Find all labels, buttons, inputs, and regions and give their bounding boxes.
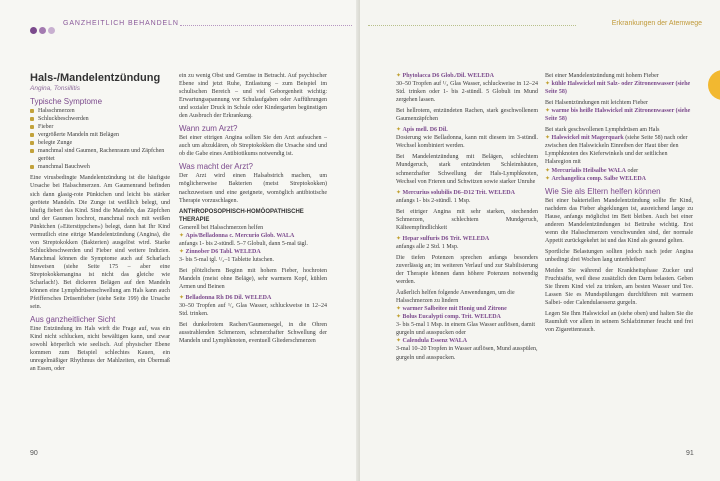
symptoms-heading: Typische Symptome	[30, 97, 103, 107]
paragraph: Äußerlich helfen folgende Anwendungen, um die Halsschmerzen zu lindern	[396, 290, 515, 305]
remedy-dose: 30–50 Tropfen auf ¹/₂ Glas Wasser, schluckweise in 12–24 Std. trinken oder 1- bis 2-stündl. 5 Globuli im Mund zergehen lassen.	[396, 81, 538, 104]
left-column-1	[30, 72, 170, 377]
chapter-label: Erkrankungen der Atemwege	[611, 20, 702, 27]
page-title: Hals-/Mandelentzündung	[30, 72, 161, 84]
remedy-dose: 3- bis 5-mal tgl. ¹/₂–1 Tablette lutschen.	[179, 256, 275, 263]
paragraph: Bei Halsentzündungen mit leichtem Fieber	[545, 100, 648, 107]
doctor-does-heading: Was macht der Arzt?	[179, 162, 253, 172]
section-dots	[30, 21, 57, 39]
dot-icon	[30, 27, 37, 34]
therapy-heading: ANTHROPOSOPHISCH-HOMÖOPATHISCHE THERAPIE	[179, 208, 304, 223]
parents-paragraph: Legen Sie Ihm Halswickel an (siehe oben) und halten Sie die Raumluft vor allem in seinem Schlafzimmer feucht und frei von Zigarettenrauch.	[545, 311, 693, 334]
bullet-icon: ✦	[396, 235, 403, 242]
remedy-name: Hepar sulfuris D6 Trit. WELEDA	[402, 235, 490, 242]
parents-paragraph: Bei einer bakteriellen Mandelentzündung sollte Ihr Kind, nachdem das Fieber abgeklungen ist, ausreichend lange zu Hause, anfangs möglichst im Bett bleiben. Auch bei einer anderen Mandelentzündungen ist Bettruhe wichtig. Erst wenn die Halsschmerzen verschwunden sind, der normale Appetit zurückgekehrt ist und das Kind als gesund gelten.	[545, 197, 693, 244]
remedy-name: Calendula Essenz WALA	[402, 338, 468, 345]
doctor-heading: Wann zum Arzt?	[179, 124, 238, 134]
dark-rachen-paragraph: Bei dunkelrotem Rachen/Gaumensegel, in die Ohren ausstrahlenden Schmerzen, schmerzhafter Schwellung der Mandeln und Lymphknoten, eventuell Gliederschmerzen	[179, 322, 327, 345]
header-rule	[180, 25, 352, 26]
bullet-icon: ✦	[545, 135, 552, 142]
header-rule	[368, 25, 576, 26]
bullet-icon: ✦	[396, 73, 403, 79]
bullet-icon: ✦	[179, 248, 186, 255]
wrap-name: kühle Halswickel mit Salz- oder Zitronenwasser (siehe Seite 58)	[545, 81, 691, 96]
symptom-item: manchmal Bauchweh	[30, 163, 170, 171]
bullet-icon: ✦	[545, 175, 552, 182]
wrap-name: Halswickel mit Magerquark	[551, 135, 624, 142]
paragraph: Bei hellrotem, entzündeten Rachen, stark geschwollenem Gaumenzäpfchen	[396, 108, 538, 123]
remedy-name: Phytolacca D6 Glob./Dil. WELEDA	[402, 73, 494, 79]
right-page	[360, 0, 720, 481]
bullet-icon: ✦	[396, 314, 403, 321]
col2-paragraph: ein zu wenig Obst und Gemüse in Betracht. Auf psychischer Ebene sind jetzt Ruhe, Entlastung – zum Beispiel im schulischen Bereich – und viel Geborgenheit wichtig: Erwartungsspannung vor Schulaufgaben oder Aufführungen und sozialer Druck in Schule oder Kindergarten begünstigen den Ausbruch der Erkrankung.	[179, 73, 327, 120]
symptom-item: belegte Zunge	[30, 139, 170, 147]
parents-paragraph: Sportliche Belastungen sollten jedoch nach jeder Angina unbedingt drei Wochen lang unterbleiben!	[545, 248, 693, 263]
remedy-dose: anfangs 1- bis 2-stündl. 5–7 Globuli, dann 5-mal tägl.	[179, 240, 308, 247]
left-column-2	[179, 72, 327, 348]
symptom-item: manchmal sind Gaumen, Rachenraum und Zäpfchen gerötet	[30, 147, 170, 163]
wrap-name: warme bis heiße Halswickel mit Zitronenwasser (siehe Seite 58)	[545, 108, 691, 123]
bullet-icon: ✦	[545, 167, 552, 174]
symptom-item: Schluckbeschwerden	[30, 115, 170, 123]
paragraph: Bei Mandelentzündung mit Belägen, schlechtem Mundgeruch, stark entzündeten Schleimhäuten, schmerzhafter Schwellung der Hals-Lymphknoten, Wechsel von Frieren und Schwitzen sowie starker Unruhe	[396, 154, 538, 185]
remedy-name: Belladonna Rh D6 Dil. WELEDA	[185, 294, 272, 301]
right-column-1	[396, 72, 538, 362]
paragraph: Bei einer Mandelentzündung mit hohem Fieber	[545, 73, 659, 79]
parents-paragraph: Meiden Sie während der Krankheitsphase Zucker und Fruchtsäfte, weil diese zusätzlich den Darm belasten. Geben Sie Ihrem Kind viel zu trinken, am besten Wasser und Tee. Lassen Sie es Mundspülungen durchführen mit warmem Salbei- oder Calendulaessenz gurgeln.	[545, 267, 693, 307]
bullet-icon: ✦	[396, 127, 403, 134]
wrap-dose: (siehe Seite 58) nach oder zwischen den Halswickeln Einreiben der Haut über den Lymphknoten des Kieferwinkels und der seitlichen Halsregion mit	[545, 135, 688, 166]
remedy-name: Apis mell. D6 Dil.	[402, 127, 448, 134]
doctor-does-paragraph: Der Arzt wird einen Halsabstrich machen, um möglicherweise Bakterien (meist Streptokokken) nachzuweisen und eine geeignete, womöglich antibiotische Therapie vorzuschlagen.	[179, 173, 327, 204]
section-label: GANZHEITLICH BEHANDELN	[63, 20, 179, 27]
remedy-dose: 3- bis 5-mal 1 Msp. in einem Glas Wasser auflösen, damit gurgeln und ausspucken oder	[396, 322, 536, 337]
fever-paragraph: Bei plötzlichem Beginn mit hohem Fieber, hochroten Mandeln (meist ohne Beläge), sehr warmem Kopf, kühlen Armen und Beinen	[179, 267, 327, 290]
chapter-thumb-tab	[708, 70, 720, 100]
page-subtitle: Angina, Tonsillitis	[30, 85, 80, 92]
bullet-icon: ✦	[179, 232, 186, 239]
doctor-paragraph: Bei einer eitrigen Angina sollten Sie den Arzt aufsuchen – auch um abzuklären, ob Streptokokken die Ursache sind und ob die Gabe eines Antibiotikums notwendig ist.	[179, 135, 327, 158]
remedy-name: Zinnober D6 Tabl. WELEDA	[185, 248, 261, 255]
right-column-2	[545, 72, 693, 337]
symptom-item: Fieber	[30, 123, 170, 131]
therapy-intro: Generell bei Halsschmerzen helfen	[179, 224, 264, 231]
dot-icon	[48, 27, 55, 34]
remedy-name: warmer Salbeitee mit Honig und Zitrone	[402, 306, 507, 313]
bullet-icon: ✦	[396, 338, 403, 345]
paragraph: Bei eitriger Angina mit sehr starken, stechenden Schmerzen, schlechtem Mundgeruch, Kälteempfindlichkeit	[396, 208, 538, 231]
ointment-name: Mercurialis Heilsalbe WALA	[551, 167, 626, 174]
bullet-icon: ✦	[545, 81, 552, 88]
symptom-item: vergrößerte Mandeln mit Belägen	[30, 131, 170, 139]
running-header-right	[368, 19, 702, 33]
bullet-icon: ✦	[179, 294, 186, 301]
running-header-left	[30, 19, 352, 33]
paragraph: Die tiefen Potenzen sprechen anfangs besonders zuverlässig an; im weiteren Verlauf und zur Stabilisierung der Therapie können dann höhere Potenzen notwendig werden.	[396, 254, 538, 286]
bullet-icon: ✦	[545, 108, 552, 115]
remedy-dose: Dosierung wie Belladonna, kann mit diesem im 3-stündl. Wechsel kombiniert werden.	[396, 135, 538, 150]
remedy-name: Apis/Belladonna c. Mercurio Glob. WALA	[185, 232, 295, 239]
bullet-icon: ✦	[396, 306, 403, 313]
intro-paragraph: Eine virusbedingte Mandelentzündung ist die häufigste Ursache bei Halsschmerzen. Am Gaumenrand befinden sich dann glasig-rote Pünktchen und leicht bis stärker gerötete Mandeln. Die Zunge ist weißlich belegt, und häufig fiebert das Kind. Sind die Mandeln, das Zäpfchen und der Gaumen hochrot, manchmal noch mit weißen Pünktchen (»Eiterstippchen«) belegt, dann hat Ihr Kind vermutlich eine eitrige Mandelentzündung (Angina), die von Streptokokken (Bakterien) ausgelöst wird. Starke Schluckbeschwerden und Fieber sind weitere Indizien. Manchmal können die Symptome auch auf Scharlach hinweisen (siehe Seite 175 – aber eine Streptokokkenangina ist nicht das gleiche wie Scharlach!). Bei dickeren Belägen auf den Mandeln können eine Lymphdrüsenschwellung am Hals kann auch Pfeiffersches Drüsenfieber (siehe Seite 199) die Ursache sein.	[30, 175, 170, 311]
remedy-name: Mercurius solubilis D6–D12 Trit. WELEDA	[402, 189, 515, 196]
holistic-heading: Aus ganzheitlicher Sicht	[30, 315, 116, 325]
remedy-dose: anfangs alle 2 Std. 1 Msp.	[396, 243, 459, 250]
page-number-left: 90	[30, 450, 38, 457]
holistic-paragraph: Eine Entzündung im Hals wirft die Frage auf, was ein Kind nicht schlucken, nicht bewältigen kann, und zwar sowohl körperlich wie seelisch. Auf physischer Ebene kommen zum Beispiel schlechtes Kauen, ein unregelmäßiger Rhythmus der Mahlzeiten, ein Übermaß an Essen, oder	[30, 326, 170, 373]
page-number-right: 91	[686, 450, 694, 457]
remedy-dose: 30–50 Tropfen auf ¹/₂ Glas Wasser, schluckweise in 12–24 Std. trinken.	[179, 303, 327, 318]
remedy-dose: anfangs 1- bis 2-stündl. 1 Msp.	[396, 197, 471, 204]
symptom-item: Halsschmerzen	[30, 107, 170, 115]
symptom-list	[30, 107, 170, 171]
remedy-name: Bolus Eucalypti comp. Trit. WELEDA	[402, 314, 501, 321]
dot-icon	[39, 27, 46, 34]
remedy-dose: 3-mal 10–20 Tropfen in Wasser auflösen, Mund ausspülen, gurgeln und ausspucken.	[396, 346, 538, 361]
conjunction: oder	[627, 167, 639, 174]
paragraph: Bei stark geschwollenen Lymphdrüsen am Hals	[545, 127, 660, 134]
bullet-icon: ✦	[396, 189, 403, 196]
ointment-name: Archangelica comp. Salbe WELEDA	[551, 175, 646, 182]
parents-heading: Wie Sie als Eltern helfen können	[545, 186, 661, 196]
